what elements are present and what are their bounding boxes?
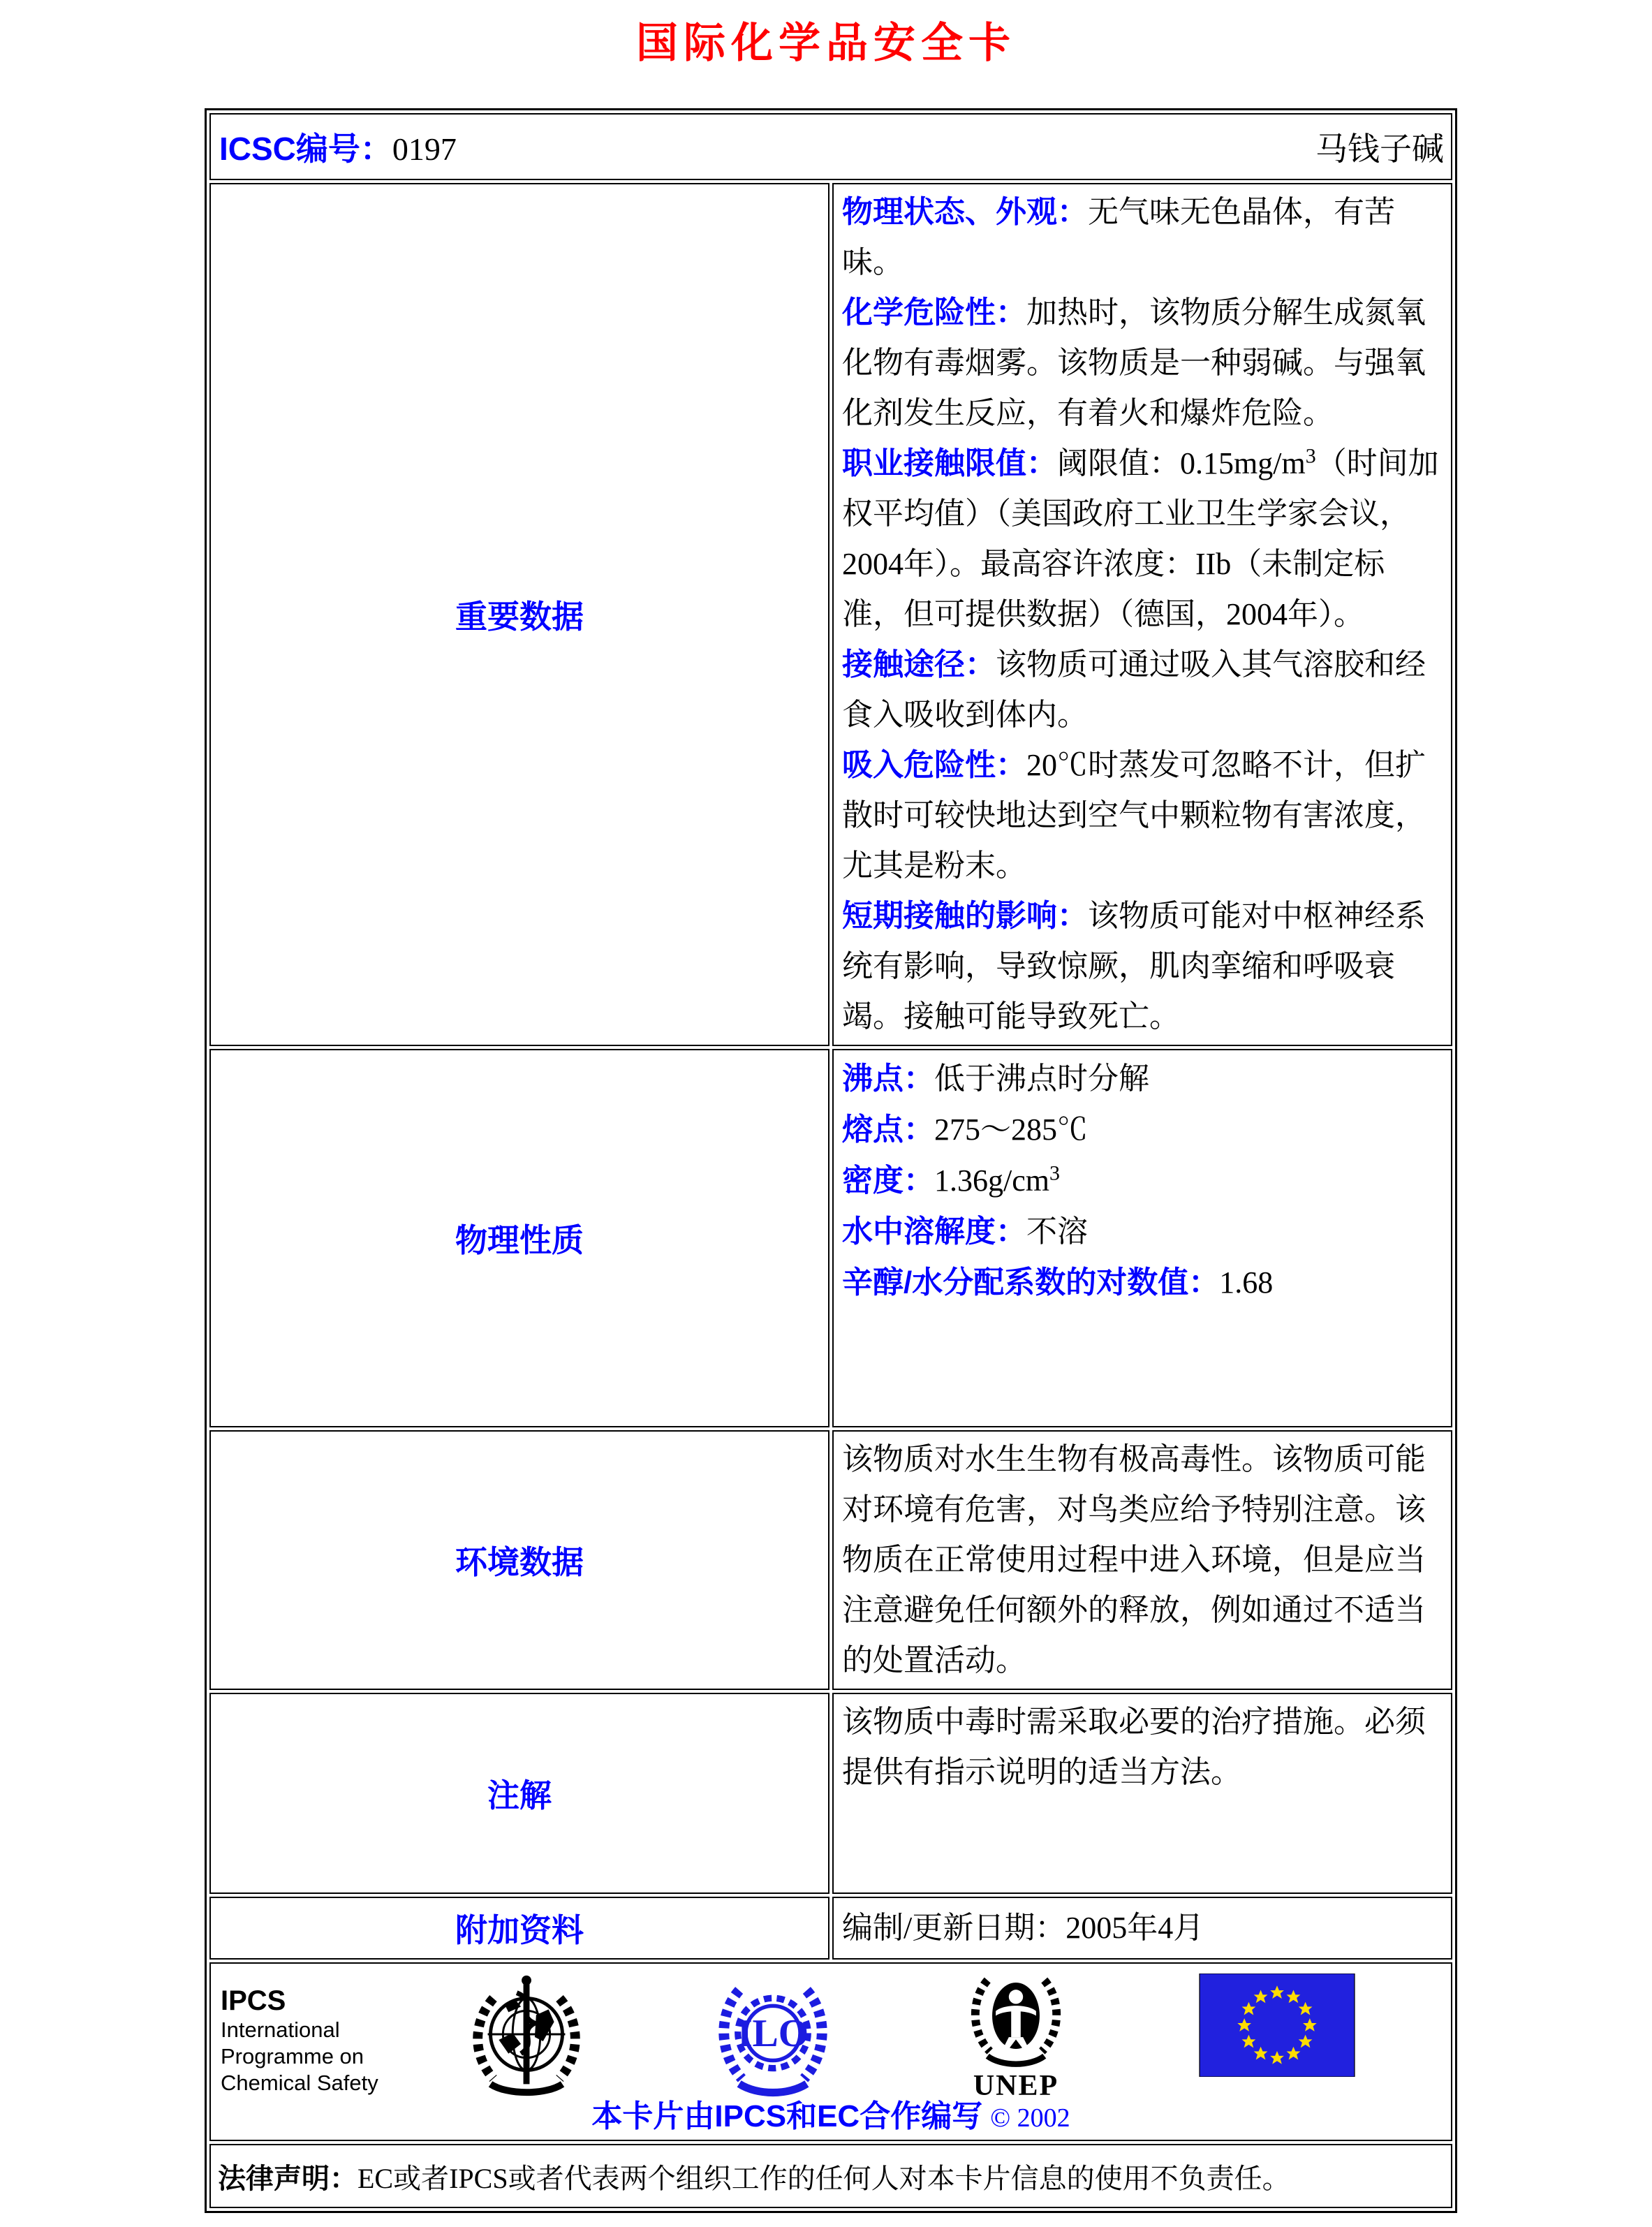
notes-text: 该物质中毒时需采取必要的治疗措施。必须提供有指示说明的适当方法。 [842, 1705, 1426, 1789]
melting-point-value: 275～285℃ [934, 1112, 1088, 1147]
footer-caption [211, 2091, 1451, 2136]
ipcs-acronym: IPCS [221, 1985, 286, 2016]
chemical-hazard-text: 加热时，该物质分解生成氮氧化物有毒烟雾。该物质是一种弱碱。与强氧化剂发生反应，有着火和爆炸危险。 [842, 295, 1426, 430]
density-superscript: 3 [1049, 1161, 1060, 1185]
exposure-route-label: 接触途径： [842, 647, 996, 682]
additional-info-row [209, 1897, 1452, 1960]
environmental-data-text: 该物质对水生生物有极高毒性。该物质可能对环境有危害，对鸟类应给予特别注意。该物质在正常使用过程中进入环境，但是应当注意避免任何额外的释放，例如通过不适当的处置活动。 [842, 1442, 1426, 1677]
icsc-number-group [219, 124, 457, 170]
logos-cell [209, 1962, 1452, 2141]
environmental-data-row [209, 1430, 1452, 1690]
eu-flag-icon [1194, 1974, 1360, 2077]
notes-row-label: 注解 [209, 1693, 829, 1894]
inhalation-risk-label: 吸入危险性： [842, 748, 1026, 782]
header-cell [209, 113, 1452, 180]
ilo-monogram-text: ILO [737, 2012, 809, 2056]
partition-coefficient-value: 1.68 [1219, 1265, 1274, 1300]
icsc-card-table [205, 108, 1457, 2213]
chemical-hazard-para [842, 288, 1444, 439]
footer-copyright: © 2002 [990, 2103, 1070, 2133]
boiling-point-line [842, 1053, 1444, 1104]
legal-notice-label: 法律声明： [218, 2163, 357, 2194]
footer-caption-text: 本卡片由IPCS和EC合作编写 [591, 2099, 983, 2133]
chemical-name: 马钱子碱 [1315, 131, 1444, 167]
short-term-effects-para [842, 891, 1444, 1042]
unep-wordmark: UNEP [973, 2070, 1059, 2102]
unep-logo-block [950, 1971, 1082, 2100]
logos-row [209, 1962, 1452, 2141]
page-title: 国际化学品安全卡 [636, 20, 1016, 66]
boiling-point-value: 低于沸点时分解 [934, 1061, 1149, 1096]
water-solubility-label: 水中溶解度： [842, 1214, 1026, 1249]
exposure-limit-label: 职业接触限值： [842, 446, 1057, 480]
boiling-point-label: 沸点： [842, 1061, 934, 1096]
notes-content [832, 1693, 1452, 1894]
inhalation-risk-text: 20℃时蒸发可忽略不计，但扩散时可较快地达到空气中颗粒物有害浓度，尤其是粉末。 [842, 748, 1426, 883]
density-label: 密度： [842, 1163, 934, 1198]
density-value-pre: 1.36g/cm [934, 1163, 1049, 1198]
exposure-limit-text-post: （时间加权平均值）（美国政府工业卫生学家会议，2004年）。最高容许浓度：IIb（未制定标准，但可提供数据）（德国，2004年）。 [842, 446, 1439, 631]
header-row [209, 113, 1452, 180]
environmental-data-row-label: 环境数据 [209, 1430, 829, 1690]
update-date-text: 编制/更新日期：2005年4月 [842, 1911, 1204, 1945]
ipcs-line-2: Programme on [221, 2044, 364, 2068]
legal-row [209, 2144, 1452, 2208]
additional-info-content [832, 1897, 1452, 1960]
exposure-limit-text-pre: 阈限值：0.15mg/m [1057, 446, 1306, 480]
important-data-row [209, 183, 1452, 1046]
exposure-route-para [842, 640, 1444, 740]
important-data-content [832, 183, 1452, 1046]
physical-state-para [842, 187, 1444, 288]
icsc-number-value: 0197 [392, 131, 457, 167]
icsc-number-label: ICSC编号： [219, 131, 392, 167]
legal-notice-text: EC或者IPCS或者代表两个组织工作的任何人对本卡片信息的使用不负责任。 [357, 2162, 1290, 2194]
water-solubility-value: 不溶 [1026, 1214, 1088, 1249]
exposure-limit-superscript: 3 [1305, 444, 1316, 468]
physical-properties-content [832, 1049, 1452, 1427]
short-term-effects-text: 该物质可能对中枢神经系统有影响，导致惊厥，肌肉挛缩和呼吸衰竭。接触可能导致死亡。 [842, 899, 1426, 1034]
physical-state-text: 无气味无色晶体，有苦味。 [842, 195, 1395, 279]
physical-state-label: 物理状态、外观： [842, 195, 1088, 229]
density-line [842, 1155, 1444, 1206]
notes-row [209, 1693, 1452, 1894]
ipcs-line-1: International [221, 2017, 340, 2042]
ipcs-line-3: Chemical Safety [221, 2071, 378, 2095]
ipcs-text-block [221, 1985, 378, 2096]
who-emblem-icon [457, 1968, 596, 2106]
melting-point-label: 熔点： [842, 1112, 934, 1147]
additional-info-row-label: 附加资料 [209, 1897, 829, 1960]
environmental-data-content [832, 1430, 1452, 1690]
melting-point-line [842, 1104, 1444, 1155]
inhalation-risk-para [842, 740, 1444, 891]
legal-cell [209, 2144, 1452, 2208]
chemical-hazard-label: 化学危险性： [842, 295, 1026, 330]
exposure-route-text: 该物质可通过吸入其气溶胶和经食入吸收到体内。 [842, 647, 1426, 732]
partition-coefficient-label: 辛醇/水分配系数的对数值： [842, 1265, 1220, 1300]
physical-properties-row [209, 1049, 1452, 1427]
water-solubility-line [842, 1206, 1444, 1257]
important-data-row-label: 重要数据 [209, 183, 829, 1046]
partition-coefficient-line [842, 1257, 1444, 1308]
unep-logo-icon [957, 1971, 1075, 2073]
ilo-logo-icon [708, 1972, 838, 2102]
physical-properties-row-label: 物理性质 [209, 1049, 829, 1427]
exposure-limit-para [842, 439, 1444, 640]
short-term-effects-label: 短期接触的影响： [842, 899, 1088, 933]
